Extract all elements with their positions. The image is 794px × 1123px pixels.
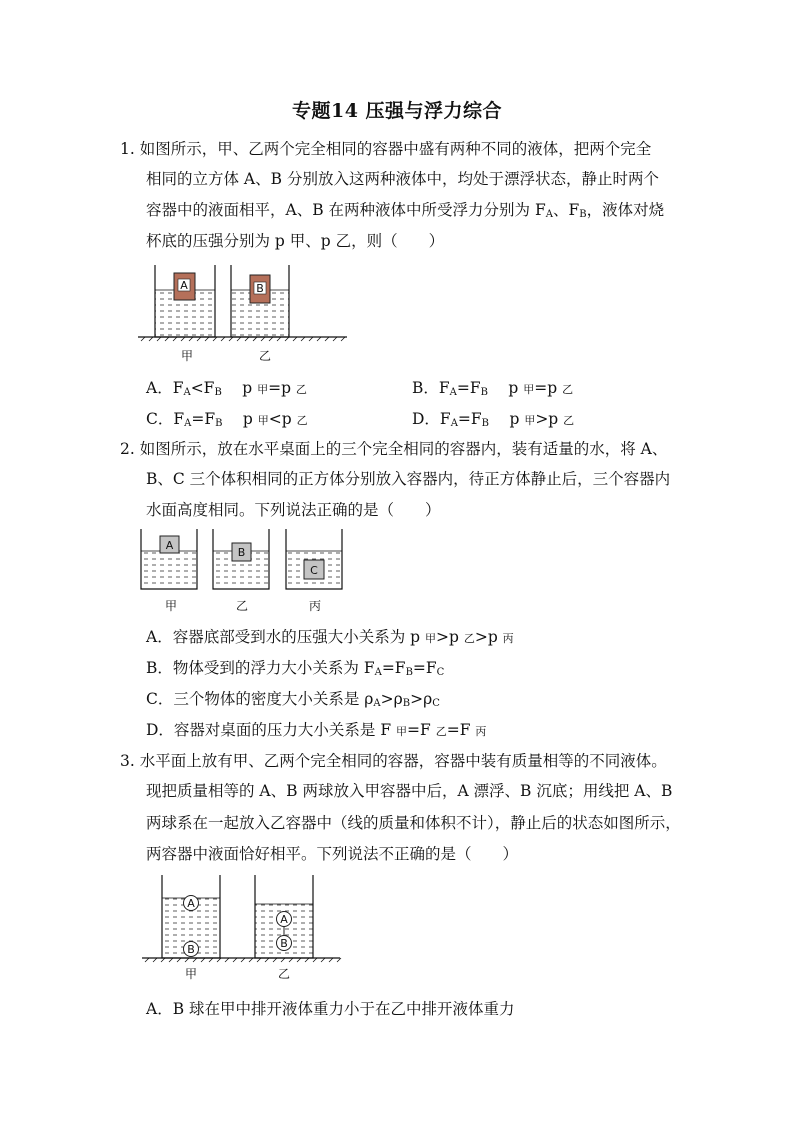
page-title: 专题14 压强与浮力综合 [291, 100, 503, 122]
q3-line4: 两容器中液面恰好相平。下列说法不正确的是（ ） [146, 845, 519, 863]
q1-line4: 杯底的压强分别为 p 甲、p 乙，则（ ） [146, 232, 445, 250]
q2-water-jia [141, 551, 197, 589]
q3-number: 3. [120, 752, 135, 770]
q2-number: 2. [120, 440, 135, 458]
q1-option-b[interactable]: B．$F_A=F_B$ p 甲=p 乙 [412, 379, 574, 398]
q1-line3: 容器中的液面相平，A、B 在两种液体中所受浮力分别为 $F_A$、$F_B$，液体对烧 [146, 201, 665, 220]
svg-text:B: B [280, 937, 288, 950]
q1-fig-label-jia: 甲 [180, 349, 194, 363]
q1-block-a-label: A [180, 279, 188, 292]
q3-figure [140, 872, 360, 992]
q3-line2: 现把质量相等的 A、B 两球放入甲容器中后，A 漂浮、B 沉底；用线把 A、B [146, 782, 673, 800]
q3-line1: 3. 水平面上放有甲、乙两个完全相同的容器，容器中装有质量相等的不同液体。 [120, 752, 667, 770]
q2-option-b[interactable]: B．物体受到的浮力大小关系为 $F_A=F_B=F_C$ [146, 659, 445, 678]
q1-fig-label-yi: 乙 [258, 349, 272, 363]
svg-text:B: B [187, 943, 195, 956]
q1-option-c[interactable]: C．$F_A=F_B$ p 甲<p 乙 [146, 410, 308, 429]
q3-line3: 两球系在一起放入乙容器中（线的质量和体积不计），静止后的状态如图所示， [146, 814, 681, 832]
q2-line2: B、C 三个体积相同的正方体分别放入容器内，待正方体静止后，三个容器内 [146, 470, 671, 488]
q2-line1: 2. 如图所示，放在水平桌面上的三个完全相同的容器内，装有适量的水，将 A、 [120, 440, 668, 458]
q1-block-b-label: B [256, 282, 264, 295]
q3-fig-label-yi: 乙 [277, 967, 291, 981]
q1-option-d[interactable]: D．$F_A=F_B$ p 甲>p 乙 [412, 410, 575, 429]
q2-cube-a-label: A [165, 539, 174, 552]
q2-option-c[interactable]: C．三个物体的密度大小关系是 $\rho_A>\rho_B>\rho_C$ [146, 690, 440, 709]
q1-option-a[interactable]: A．$F_A<F_B$ p 甲=p 乙 [146, 379, 307, 398]
q2-cube-b-label: B [237, 546, 246, 559]
q2-figure [135, 526, 365, 621]
q1-figure [135, 260, 355, 370]
svg-text:A: A [187, 897, 195, 910]
q2-fig-label-yi: 乙 [235, 599, 249, 613]
q1-number: 1. [120, 140, 135, 158]
q2-line3: 水面高度相同。下列说法正确的是（ ） [146, 501, 441, 519]
q1-line1: 1. 如图所示，甲、乙两个完全相同的容器中盛有两种不同的液体，把两个完全 [120, 140, 652, 158]
q2-fig-label-bing: 丙 [308, 599, 322, 613]
q3-option-a[interactable]: A．B 球在甲中排开液体重力小于在乙中排开液体重力 [146, 1000, 515, 1018]
q2-option-a[interactable]: A．容器底部受到水的压强大小关系为 p 甲>p 乙>p 丙 [146, 628, 514, 646]
q1-line2: 相同的立方体 A、B 分别放入这两种液体中，均处于漂浮状态，静止时两个 [146, 170, 659, 188]
q2-option-d[interactable]: D．容器对桌面的压力大小关系是 F 甲=F 乙=F 丙 [146, 721, 487, 739]
q3-fig-label-jia: 甲 [184, 967, 198, 981]
q2-cube-c-label: C [310, 564, 318, 577]
q2-fig-label-jia: 甲 [164, 599, 178, 613]
svg-text:A: A [280, 913, 288, 926]
